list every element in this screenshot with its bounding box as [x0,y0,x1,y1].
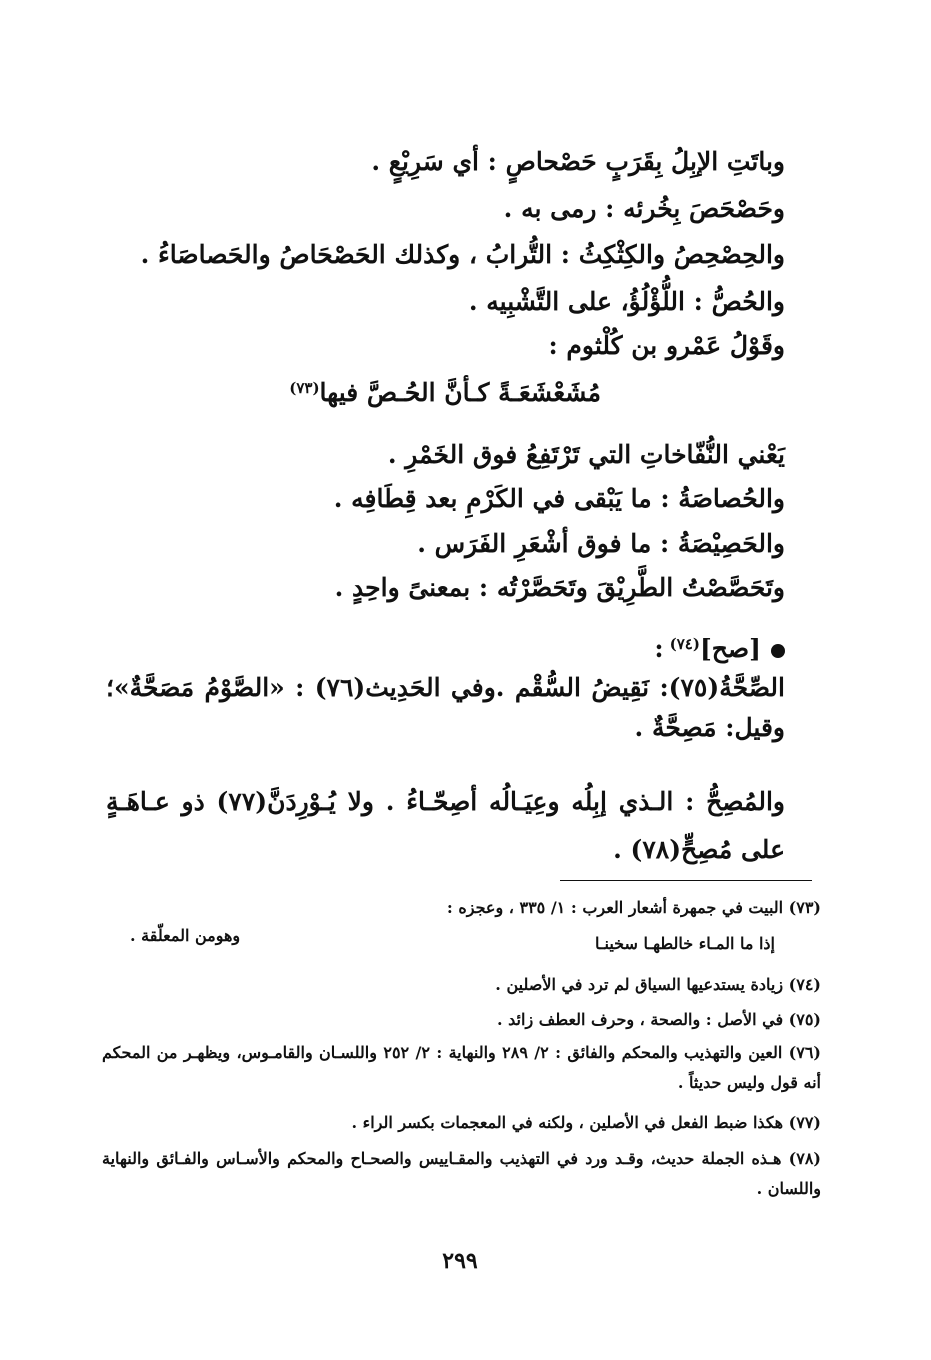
section-heading [654,624,785,669]
entry-line-3: والحِصْحِصُ والكِثْكِثُ : التُّرابُ ، وكذلك الحَصْحَاصُ والحَصاصَاءُ . [140,240,785,269]
footnote-76: (٧٦) العين والتهذيب والمحكم والفائق : ٢/ ٢٨٩ والنهاية : ٢/ ٢٥٢ واللسـان والقامـوس، ويظهـر من المحكم أنه قول وليس حديثاً . [102,1043,821,1092]
entry-line-2: وحَصْحَصَ بِخُرئه : رمى به . [503,194,785,223]
entry-line-6: يَعْني النُّفّاخاتِ التي تَرْتَفِعُ فوق الخَمْرِ . [387,440,785,469]
footnote-73-note: وهومن المعلّقة . [130,926,241,945]
footnote-77: (٧٧) هكذا ضبط الفعل في الأصلين ، ولكنه في المعجمات بكسر الراء . [351,1113,821,1132]
paragraph-sihha: الصِّحَّةُ(٧٥): نَقِيضُ السُّقْم .وفي الحَدِيث(٧٦) : «الصَّوْمُ مَصَحَّةٌ»؛ وقيل: مَصِحَّةٌ . [106,673,785,742]
entry-line-8: والحَصِيْصَةُ : ما فوق أشْعَرِ الفَرَس . [417,529,785,558]
heading-root: [صح] [699,634,761,663]
entry-line-1: وباتَتِ الإبِلُ بِقَرَبٍ حَصْحاصٍ : أي سَرِيْعٍ . [371,147,785,176]
verse-footnote-ref: (٧٣) [289,379,320,397]
verse-text: مُشَعْشَعَـةً كـأنَّ الحُـصَّ فيها [319,378,601,407]
entry-line-5: وقَوْلُ عَمْرو بن كُلْثوم : [548,331,785,360]
footnote-75: (٧٥) في الأصل : والصحة ، وحرف العطف زائد . [497,1010,821,1029]
paragraph-musihh: والمُصِحُّ : الـذي إبِلُه وعِيَـالُه أصِحّـاءُ . ولا يُـوْرِدَنَّ(٧٧) ذو عـاهَـةٍ على مُصِحٍّ(٧٨) . [106,787,785,864]
bullet-icon [771,644,785,658]
footnote-73-hemistich: إذا ما المـاء خالطهـا سخينـا [594,934,775,953]
entry-line-9: وتَحَصَّصْتُ الطَّرِيْقَ وتَحَصَّرْتُه : بمعنىً واحِدٍ . [334,573,785,602]
heading-colon: : [654,634,664,663]
footnote-divider [560,880,812,881]
footnote-74: (٧٤) زيادة يستدعيها السياق لم ترد في الأصلين . [495,975,821,994]
heading-footnote-ref: (٧٤) [669,635,700,653]
poetry-verse [289,368,601,413]
footnote-78: (٧٨) هـذه الجملة حديث، وقـد ورد في التهذيب والمقـاييس والصحـاح والمحكم والأسـاس والفـائق والنهاية واللسان . [102,1149,821,1198]
footnote-73: (٧٣) البيت في جمهرة أشعار العرب : ١/ ٣٣٥ ، وعجزه : [446,898,821,917]
entry-line-4: والحُصُّ : اللُّؤْلُؤُ، على التَّشْبِيه . [468,287,785,316]
page-number: ٢٩٩ [442,1248,478,1274]
entry-line-7: والحُصاصَةُ : ما يَبْقى في الكَرْمِ بعد قِطَافِه . [333,484,785,513]
